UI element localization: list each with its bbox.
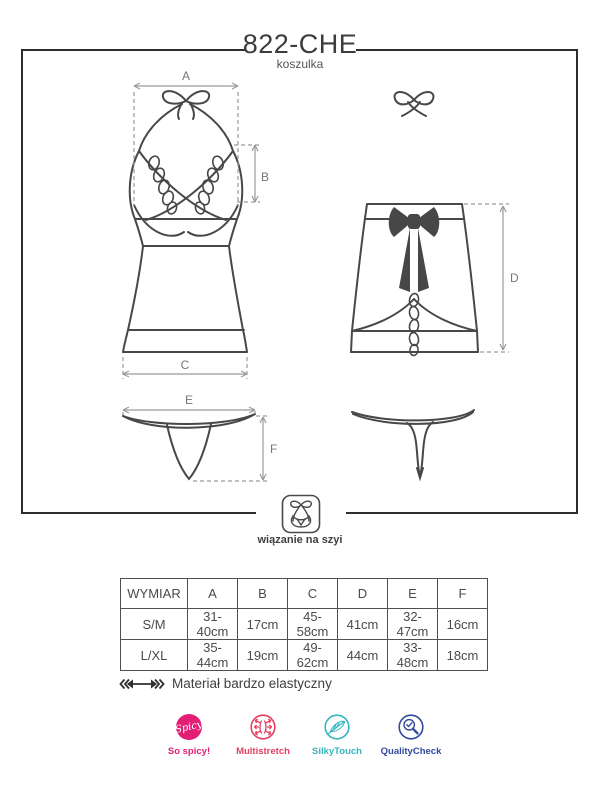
dimension-f [193,416,277,481]
table-row [121,609,488,640]
dimension-c [123,357,247,379]
feature-multistretch [232,714,294,757]
table-cell: 41cm [338,609,388,640]
ribbon-bow [389,207,440,292]
table-header-row [121,579,488,609]
table-cell: 32-47cm [388,609,438,640]
feature-label: So spicy! [167,746,211,757]
neck-tie-icon [281,494,321,534]
thong-front-drawing [123,414,255,479]
feature-qualitycheck [380,714,442,757]
material-note [119,676,332,691]
magnifier-check-icon [398,714,424,740]
table-header-cell: WYMIAR [121,579,188,609]
table-cell: 18cm [438,640,488,671]
feature-label: SilkyTouch [312,746,362,757]
page-subtitle: koszulka [276,57,324,71]
table-cell: 49-62cm [288,640,338,671]
table-header-cell: B [238,579,288,609]
table-row [121,640,488,671]
thong-back-drawing [352,410,474,478]
dimension-a [134,69,238,206]
dimension-a-label: A [181,69,191,83]
size-label-cell: L/XL [121,640,188,671]
material-note-text: Materiał bardzo elastyczny [172,676,332,691]
feature-silkytouch [306,714,368,757]
feature-spicy [158,714,220,757]
page-title: 822-CHE [242,29,358,59]
dimension-d-label: D [510,271,519,285]
table-cell: 17cm [238,609,288,640]
table-header-cell: D [338,579,388,609]
dimension-f-label: F [270,442,278,456]
dimension-e [123,393,255,417]
table-header-cell: A [188,579,238,609]
table-header-cell: F [438,579,488,609]
frame-border [22,50,577,513]
dimension-b [234,145,269,202]
feature-label: Multistretch [236,746,290,757]
feature-badges [0,714,600,757]
table-header-cell: C [288,579,338,609]
dimension-c-label: C [180,358,190,372]
chemise-back-drawing [351,92,478,356]
feather-icon [324,714,350,740]
table-cell: 31-40cm [188,609,238,640]
feature-label: QualityCheck [380,746,442,757]
table-cell: 19cm [238,640,288,671]
table-cell: 35-44cm [188,640,238,671]
spicy-icon [176,714,202,740]
stretch-icon [119,678,165,690]
dimension-b-label: B [261,170,270,184]
size-label-cell: S/M [121,609,188,640]
dimension-e-label: E [184,393,194,407]
size-table [120,578,488,671]
table-cell: 44cm [338,640,388,671]
spicy-badge-text: Spicy [174,718,204,736]
multistretch-icon [250,714,276,740]
table-cell: 16cm [438,609,488,640]
table-cell: 45-58cm [288,609,338,640]
neck-tie-note: wiązanie na szyi [257,534,343,546]
table-cell: 33-48cm [388,640,438,671]
chemise-front-drawing [123,91,247,352]
table-header-cell: E [388,579,438,609]
